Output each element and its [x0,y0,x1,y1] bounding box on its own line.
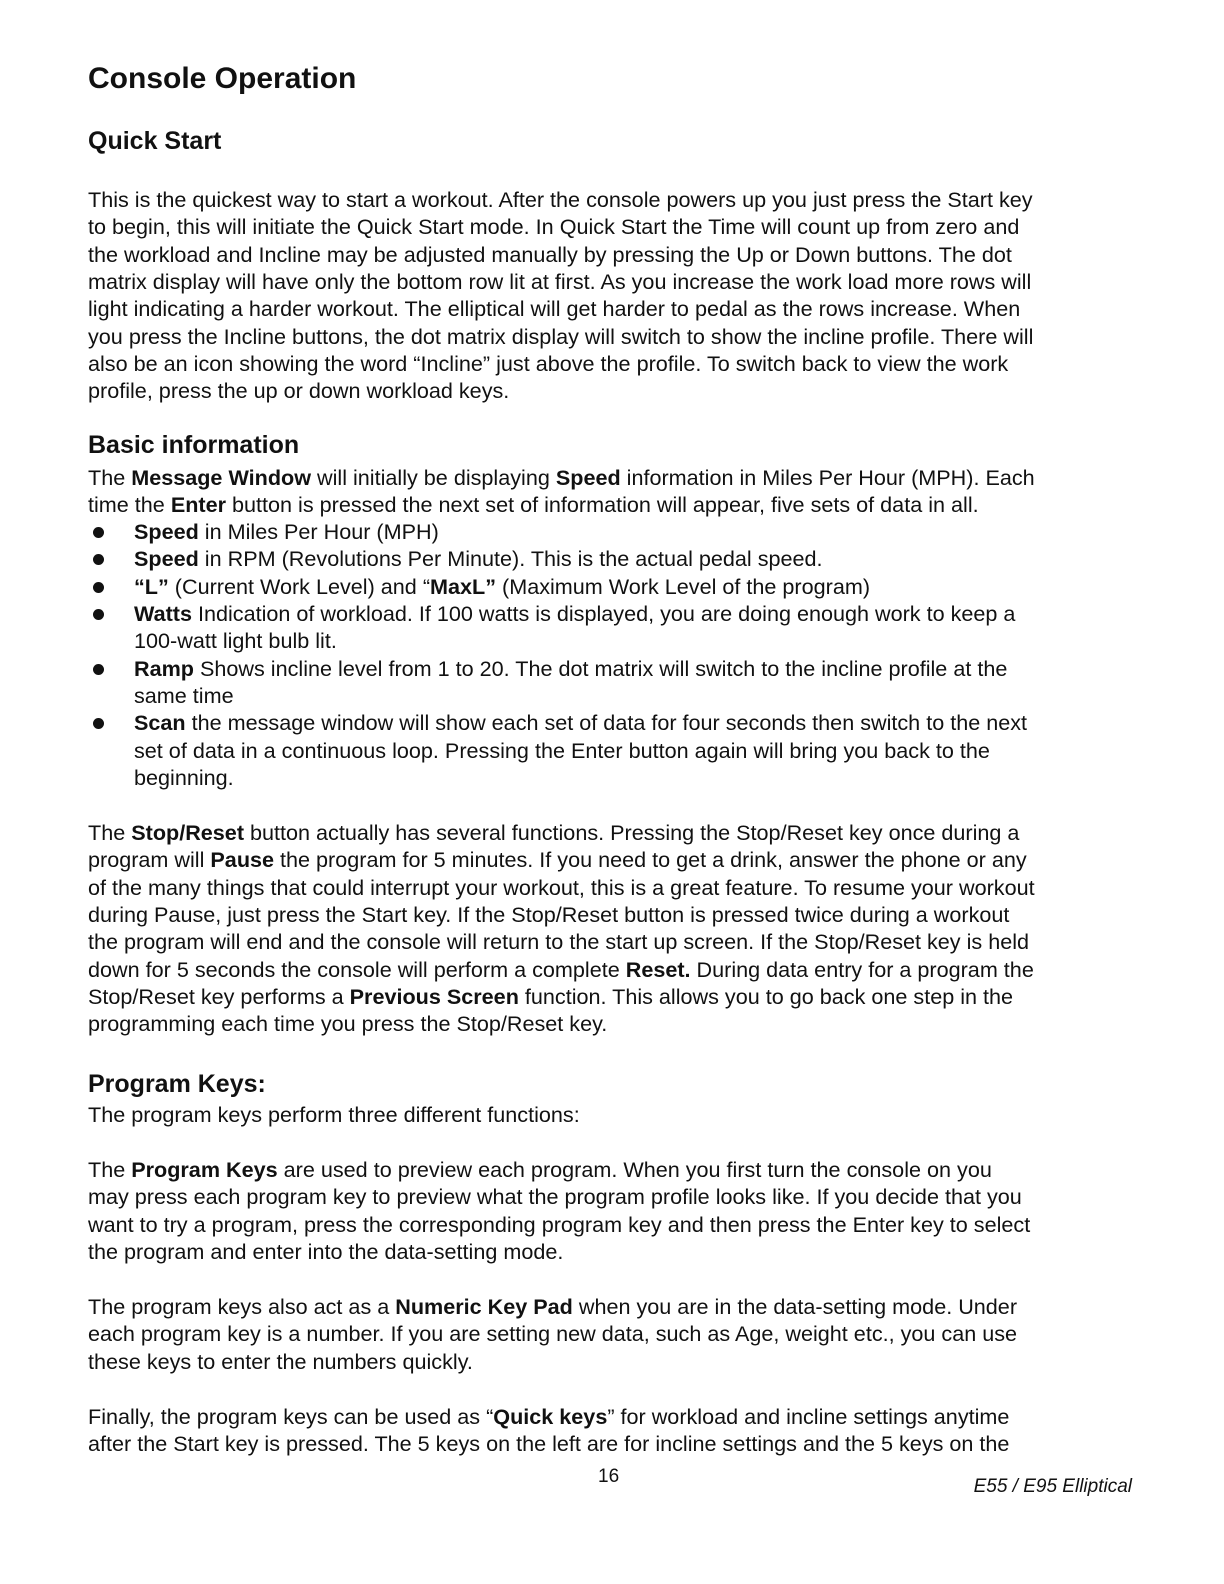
list-item [88,655,1188,710]
text-line [88,983,1188,1010]
bold-term: Numeric Key Pad [395,1294,573,1319]
bullet-icon [93,527,104,538]
text-run: matrix display will have only the bottom row lit at first. As you increase the work load more rows will [88,269,1032,295]
paragraph-program-keys-preview [88,1156,1188,1265]
bold-term: Program Keys [131,1157,278,1182]
text-run: want to try a program, press the corresponding program key and then press the Enter key to select [88,1211,1031,1237]
text-run: Shows incline level from 1 to 20. The dot matrix will switch to the incline profile at the [194,655,1008,681]
text-run: in RPM (Revolutions Per Minute). This is the actual pedal speed. [198,546,823,572]
text-line [88,846,1188,873]
bullet-icon [93,718,104,729]
footer-model: E55 / E95 Elliptical [973,1476,1132,1497]
bold-term: “L” [134,573,169,599]
bullet-icon [93,582,104,593]
text-line [88,1430,1188,1457]
text-run: the message window will show each set of data for four seconds then switch to the next [185,710,1028,736]
text-line [88,268,1188,295]
paragraph-quick-start [88,186,1188,405]
text-run: the program and enter into the data-setting mode. [88,1239,564,1265]
text-run: (Current Work Level) and “ [168,573,431,599]
bold-term: Scan [134,710,186,736]
bullet-icon [93,609,104,620]
text-run: in Miles Per Hour (MPH) [198,519,439,544]
text-run: are used to preview each program. When you first turn the console on you [277,1157,992,1182]
paragraph-quick-keys [88,1403,1188,1458]
text-run: function. This allows you to go back one step in the [518,984,1014,1010]
bold-term: Enter [170,492,227,518]
text-run: of the many things that could interrupt your workout, this is a great feature. To resume your workout [88,874,1035,900]
text-run: The [88,820,132,845]
text-line [88,464,1188,491]
text-run: set of data in a continuous loop. Pressing the Enter button again will bring you back to the [134,737,990,763]
text-run: ” for workload and incline settings anytime [607,1404,1010,1429]
text-run: beginning. [134,765,234,791]
text-line [134,573,1188,600]
text-line [134,545,1188,572]
text-line [88,928,1188,955]
text-line [88,241,1188,268]
text-run: program will [88,847,211,873]
bold-term: Quick keys [493,1404,608,1429]
bold-term: Speed [134,546,199,572]
text-run: light indicating a harder workout. The elliptical will get harder to pedal as the rows increase. When [88,296,1021,322]
text-run: (Maximum Work Level of the program) [496,573,871,599]
text-line [88,1348,1188,1375]
text-line [88,901,1188,928]
text-run: programming each time you press the Stop/Reset key. [88,1011,608,1037]
text-run: after the Start key is pressed. The 5 keys on the left are for incline settings and the 5 keys on the [88,1431,1010,1457]
text-run: the program will end and the console will return to the start up screen. If the Stop/Reset key is held [88,929,1030,955]
paragraph-stop-reset [88,819,1188,1038]
text-run: same time [134,683,234,709]
text-line [88,1320,1188,1347]
text-run: The [88,1157,132,1182]
text-line [88,819,1188,846]
text-run: to begin, this will initiate the Quick Start mode. In Quick Start the Time will count up from zero and [88,214,1020,240]
text-run: time the [88,492,171,518]
list-item [88,573,1188,600]
text-line [88,874,1188,901]
text-line [88,1293,1188,1320]
bold-term: Watts [134,601,192,627]
bold-term: Reset. [625,956,691,982]
text-line [134,655,1188,682]
text-line [88,1403,1188,1430]
text-run: The program keys perform three different functions: [88,1102,580,1127]
bold-term: Stop/Reset [131,820,245,845]
text-line [88,350,1188,377]
heading-basic-information: Basic information [88,431,300,459]
text-line [134,518,1188,545]
text-run: This is the quickest way to start a workout. After the console powers up you just press the Start key [88,187,1033,212]
text-run: The program keys also act as a [88,1294,396,1319]
text-run: the workload and Incline may be adjusted manually by pressing the Up or Down buttons. The dot [88,241,1012,267]
text-line [134,682,1188,709]
text-run: Indication of workload. If 100 watts is displayed, you are doing enough work to keep a [191,601,1016,627]
page-number: 16 [598,1466,620,1487]
bullet-icon [93,554,104,565]
text-run: also be an icon showing the word “Incline” just above the profile. To switch back to view the work [88,351,1009,377]
text-run: each program key is a number. If you are setting new data, such as Age, weight etc., you can use [88,1321,1018,1347]
text-line [88,1010,1188,1037]
text-run: Finally, the program keys can be used as “ [88,1404,494,1429]
bold-term: Ramp [134,655,194,681]
text-run: down for 5 seconds the console will perform a complete [88,956,626,982]
text-run: may press each program key to preview what the program profile looks like. If you decide that you [88,1184,1022,1210]
text-line [88,377,1188,404]
paragraph-numeric-keypad [88,1293,1188,1375]
text-line [88,213,1188,240]
heading-quick-start: Quick Start [88,127,222,155]
text-line [134,709,1188,736]
text-run: the program for 5 minutes. If you need to get a drink, answer the phone or any [274,847,1027,873]
page-title: Console Operation [88,62,357,95]
list-item [88,518,1188,545]
bullet-icon [93,664,104,675]
bullet-list [88,518,1188,791]
text-line [88,1238,1188,1265]
text-run: during Pause, just press the Start key. If the Stop/Reset button is pressed twice during a workout [88,902,1010,928]
bold-term: MaxL” [430,573,497,599]
list-item [88,600,1188,655]
text-run: button is pressed the next set of information will appear, five sets of data in all. [226,492,979,518]
text-line [134,600,1188,627]
heading-program-keys: Program Keys: [88,1070,266,1098]
text-line [134,764,1188,791]
text-line [134,627,1188,654]
text-run: The [88,465,132,490]
bold-term: Previous Screen [349,984,519,1010]
text-run: these keys to enter the numbers quickly. [88,1348,473,1374]
text-run: you press the Incline buttons, the dot matrix display will switch to show the incline profile. There will [88,323,1034,349]
list-item [88,545,1188,572]
paragraph-program-keys-intro [88,1101,1188,1128]
text-line [88,323,1188,350]
bold-term: Pause [210,847,275,873]
text-run: when you are in the data-setting mode. Under [572,1294,1018,1319]
text-line [88,1156,1188,1183]
text-run: Stop/Reset key performs a [88,984,350,1010]
bold-term: Speed [555,465,621,490]
text-run: will initially be displaying [311,465,556,490]
text-line [88,956,1188,983]
text-run: button actually has several functions. Pressing the Stop/Reset key once during a [244,820,1020,845]
text-line [134,737,1188,764]
text-line [88,491,1188,518]
list-item [88,709,1188,791]
text-run: information in Miles Per Hour (MPH). Each [620,465,1035,490]
text-line [88,295,1188,322]
text-run: profile, press the up or down workload keys. [88,378,510,404]
text-line [88,1101,1188,1128]
paragraph-message-window [88,464,1188,519]
bold-term: Message Window [131,465,312,490]
text-line [88,1211,1188,1238]
bold-term: Speed [134,519,199,544]
text-line [88,186,1188,213]
text-run: 100-watt light bulb lit. [134,628,337,654]
text-run: During data entry for a program the [690,956,1034,982]
text-line [88,1183,1188,1210]
